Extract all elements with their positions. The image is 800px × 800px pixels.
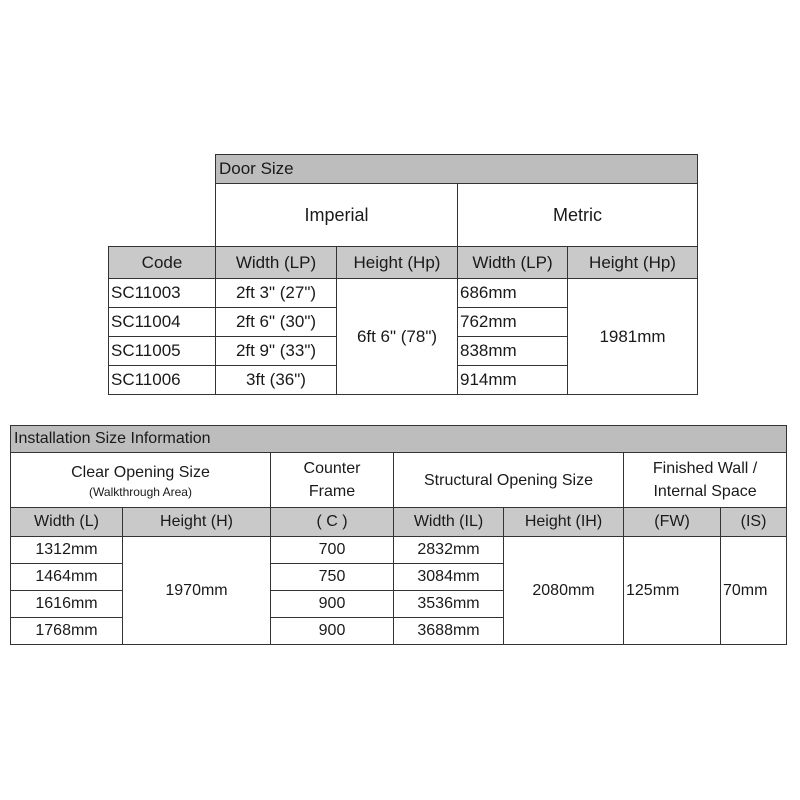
counter-cell: 700 bbox=[271, 537, 394, 564]
width-il-cell: 3084mm bbox=[394, 564, 504, 591]
installation-size-table bbox=[10, 425, 787, 645]
col-header-fw: (FW) bbox=[624, 508, 721, 537]
counter-cell: 750 bbox=[271, 564, 394, 591]
table-row bbox=[11, 537, 787, 564]
col-header-imperial-width: Width (LP) bbox=[216, 247, 337, 279]
is-cell: 70mm bbox=[721, 537, 787, 645]
height-ih-cell: 2080mm bbox=[504, 537, 624, 645]
clear-opening-group-header: Clear Opening Size (Walkthrough Area) bbox=[11, 453, 271, 508]
width-il-cell: 3688mm bbox=[394, 618, 504, 645]
col-header-height-h: Height (H) bbox=[123, 508, 271, 537]
width-l-cell: 1768mm bbox=[11, 618, 123, 645]
width-il-cell: 2832mm bbox=[394, 537, 504, 564]
code-cell: SC11004 bbox=[109, 308, 216, 337]
metric-width-cell: 762mm bbox=[458, 308, 568, 337]
col-header-code: Code bbox=[109, 247, 216, 279]
col-header-metric-height: Height (Hp) bbox=[568, 247, 698, 279]
width-l-cell: 1312mm bbox=[11, 537, 123, 564]
metric-height-cell: 1981mm bbox=[568, 279, 698, 395]
width-il-cell: 3536mm bbox=[394, 591, 504, 618]
door-size-title: Door Size bbox=[216, 155, 698, 184]
col-header-height-ih: Height (IH) bbox=[504, 508, 624, 537]
metric-group-header: Metric bbox=[458, 184, 698, 247]
structural-opening-group-header: Structural Opening Size bbox=[394, 453, 624, 508]
imperial-width-cell: 2ft 9" (33") bbox=[216, 337, 337, 366]
width-l-cell: 1616mm bbox=[11, 591, 123, 618]
code-cell: SC11005 bbox=[109, 337, 216, 366]
col-header-metric-width: Width (LP) bbox=[458, 247, 568, 279]
table-row bbox=[109, 279, 698, 308]
table-corner-blank bbox=[109, 155, 216, 184]
imperial-group-header: Imperial bbox=[216, 184, 458, 247]
counter-cell: 900 bbox=[271, 591, 394, 618]
col-header-width-l: Width (L) bbox=[11, 508, 123, 537]
finished-wall-group-header: Finished Wall / Internal Space bbox=[624, 453, 787, 508]
width-l-cell: 1464mm bbox=[11, 564, 123, 591]
door-size-table bbox=[108, 154, 698, 395]
counter-cell: 900 bbox=[271, 618, 394, 645]
imperial-width-cell: 2ft 3" (27") bbox=[216, 279, 337, 308]
imperial-width-cell: 2ft 6" (30") bbox=[216, 308, 337, 337]
imperial-height-cell: 6ft 6" (78") bbox=[337, 279, 458, 395]
imperial-width-cell: 3ft (36") bbox=[216, 366, 337, 395]
installation-title: Installation Size Information bbox=[11, 426, 787, 453]
code-cell: SC11003 bbox=[109, 279, 216, 308]
metric-width-cell: 914mm bbox=[458, 366, 568, 395]
code-cell: SC11006 bbox=[109, 366, 216, 395]
fw-cell: 125mm bbox=[624, 537, 721, 645]
col-header-is: (IS) bbox=[721, 508, 787, 537]
metric-width-cell: 838mm bbox=[458, 337, 568, 366]
counter-frame-group-header: Counter Frame bbox=[271, 453, 394, 508]
metric-width-cell: 686mm bbox=[458, 279, 568, 308]
col-header-width-il: Width (IL) bbox=[394, 508, 504, 537]
clear-opening-subtitle: (Walkthrough Area) bbox=[89, 484, 192, 499]
height-h-cell: 1970mm bbox=[123, 537, 271, 645]
col-header-imperial-height: Height (Hp) bbox=[337, 247, 458, 279]
col-header-counter-c: ( C ) bbox=[271, 508, 394, 537]
